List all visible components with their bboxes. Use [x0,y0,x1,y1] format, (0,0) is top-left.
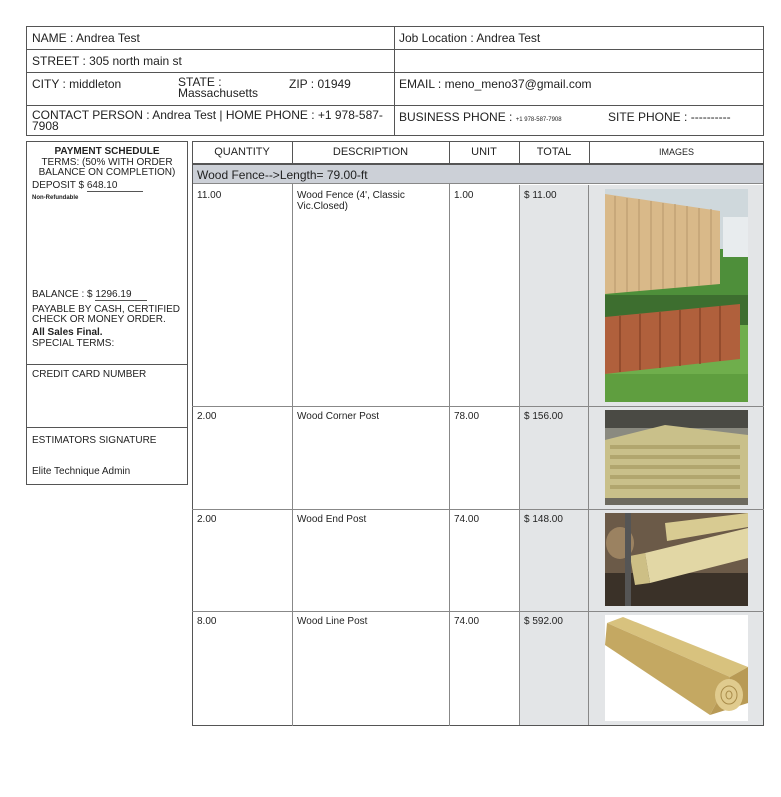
row-divider [192,406,764,407]
row-total: $ 156.00 [524,411,563,422]
header-unit: UNIT [471,146,497,158]
row-unit: 74.00 [454,514,480,525]
payable-line2: CHECK OR MONEY ORDER. [32,314,166,325]
row-quantity: 2.00 [197,411,217,422]
total-column-shade [519,185,589,725]
terms-line1: TERMS: (50% WITH ORDER [41,157,173,168]
header-total: TOTAL [536,146,572,158]
header-images: IMAGES [658,147,694,157]
row-quantity: 11.00 [197,190,222,201]
wood-fence-photo [605,189,748,402]
info-row-line [26,105,764,106]
contact-person-field: CONTACT PERSON : Andrea Test | HOME PHONE : +1 978-587- [32,108,383,122]
deposit-field: DEPOSIT $ 648.10 [32,180,143,192]
row-divider [192,509,764,510]
row-description: Wood Corner Post [297,411,380,422]
row-unit: 1.00 [454,190,474,201]
row-description: Wood End Post [297,514,367,525]
header-description: DESCRIPTION [332,146,409,158]
section-title: Wood Fence-->Length= 79.00-ft [197,168,368,182]
job-location-field: Job Location : Andrea Test [399,31,541,45]
zip-field: ZIP : 01949 [289,77,351,91]
estimator-label: ESTIMATORS SIGNATURE [32,435,157,446]
balance-field: BALANCE : $ 1296.19 [32,289,147,301]
estimator-value: Elite Technique Admin [32,466,131,477]
lumber-stack-photo [605,410,748,505]
state-value: Massachusetts [178,86,259,100]
row-divider [192,611,764,612]
header-quantity: QUANTITY [214,146,270,158]
col-divider [449,184,450,726]
row-unit: 78.00 [454,411,480,422]
credit-card-label: CREDIT CARD NUMBER [32,369,147,380]
row-description: Wood Line Post [297,616,368,627]
terms-line2: BALANCE ON COMPLETION) [38,167,176,178]
email-field: EMAIL : meno_meno37@gmail.com [399,77,592,91]
row-description-cont: Vic.Closed) [297,201,348,212]
row-total: $ 11.00 [524,190,557,201]
special-terms: SPECIAL TERMS: [32,338,115,349]
payable-line1: PAYABLE BY CASH, CERTIFIED [32,304,181,315]
row-unit: 74.00 [454,616,480,627]
name-field: NAME : Andrea Test [32,31,140,45]
row-quantity: 2.00 [197,514,217,525]
wood-beam-photo [605,615,748,721]
wood-posts-photo [605,513,748,606]
business-phone-field: BUSINESS PHONE : +1 978-587-7908 [399,110,562,124]
row-quantity: 8.00 [197,616,217,627]
contact-phone-continued: 7908 [32,119,59,133]
info-row-line [26,49,764,50]
street-field: STREET : 305 north main st [32,54,182,68]
site-phone-field: SITE PHONE : ---------- [608,110,731,124]
info-row-line [26,72,764,73]
all-sales-final: All Sales Final. [32,327,103,338]
row-total: $ 148.00 [524,514,563,525]
non-refundable-note: Non-Refundable [32,195,79,201]
deposit-value: 648.10 [87,180,143,192]
row-total: $ 592.00 [524,616,563,627]
info-divider [394,26,395,136]
city-field: CITY : middleton [32,77,122,91]
balance-value: 1296.19 [95,289,147,301]
payment-schedule-title: PAYMENT SCHEDULE [54,146,160,157]
row-description: Wood Fence (4', Classic [297,190,405,201]
col-divider [292,184,293,726]
state-label: STATE : [178,75,222,89]
